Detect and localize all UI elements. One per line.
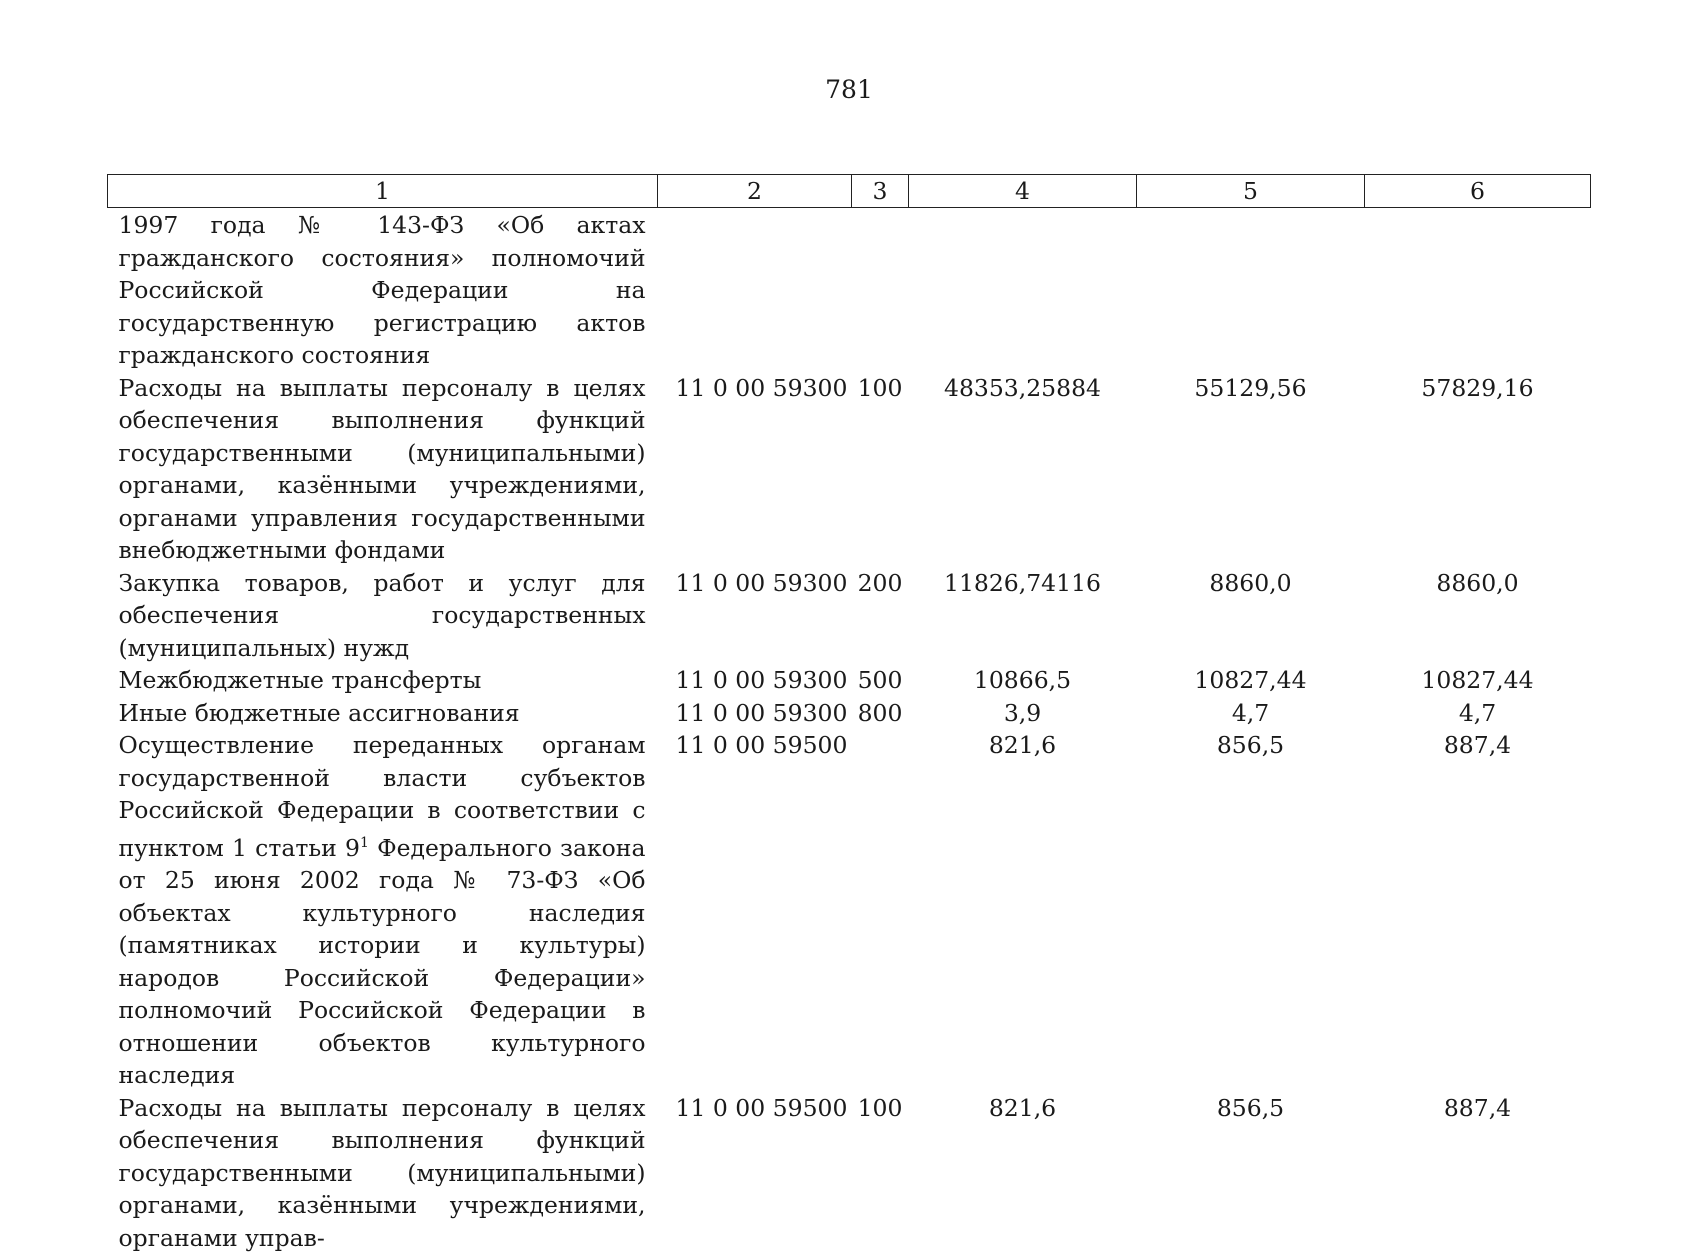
row-value-col6: 8860,0 bbox=[1365, 567, 1591, 665]
row-name: Межбюджетные трансферты bbox=[108, 664, 658, 697]
header-col-4: 4 bbox=[909, 175, 1137, 208]
row-value-col5: 55129,56 bbox=[1137, 372, 1365, 567]
row-value-col6: 887,4 bbox=[1365, 1092, 1591, 1254]
table-row bbox=[108, 697, 1591, 730]
row-value-col5: 856,5 bbox=[1137, 1092, 1365, 1254]
row-name bbox=[108, 729, 658, 1092]
header-col-6: 6 bbox=[1365, 175, 1591, 208]
table-row bbox=[108, 372, 1591, 567]
page-number: 781 bbox=[0, 74, 1698, 106]
header-col-5: 5 bbox=[1137, 175, 1365, 208]
row-value-col4: 48353,25884 bbox=[909, 372, 1137, 567]
row-vr: 500 bbox=[852, 664, 909, 697]
row-value-col5: 4,7 bbox=[1137, 697, 1365, 730]
header-col-2: 2 bbox=[658, 175, 852, 208]
row-value-col5: 10827,44 bbox=[1137, 664, 1365, 697]
row-csr: 11 0 00 59500 bbox=[658, 1092, 852, 1254]
row-vr bbox=[852, 729, 909, 1092]
row-value-col4: 10866,5 bbox=[909, 664, 1137, 697]
row-csr: 11 0 00 59300 bbox=[658, 567, 852, 665]
header-row bbox=[108, 175, 1591, 208]
row-vr: 800 bbox=[852, 697, 909, 730]
row-name-text-before: Осуществление переданных органам государственной власти субъектов Российской Федерации в соответствии с пунктом 1 статьи 9 bbox=[119, 731, 646, 862]
row-value-col4: 821,6 bbox=[909, 729, 1137, 1092]
row-value-col6: 57829,16 bbox=[1365, 372, 1591, 567]
table-row bbox=[108, 208, 1591, 372]
table-row bbox=[108, 567, 1591, 665]
row-value-col5: 8860,0 bbox=[1137, 567, 1365, 665]
row-value-col4 bbox=[909, 208, 1137, 372]
row-csr: 11 0 00 59500 bbox=[658, 729, 852, 1092]
row-value-col6 bbox=[1365, 208, 1591, 372]
row-name: 1997 года № 143-ФЗ «Об актах гражданского состояния» полномочий Российской Федерации на государственную регистрацию актов гражданского состояния bbox=[108, 208, 658, 372]
row-value-col4: 11826,74116 bbox=[909, 567, 1137, 665]
row-vr: 200 bbox=[852, 567, 909, 665]
header-col-1: 1 bbox=[108, 175, 658, 208]
row-csr bbox=[658, 208, 852, 372]
row-value-col6: 887,4 bbox=[1365, 729, 1591, 1092]
row-name: Иные бюджетные ассигнования bbox=[108, 697, 658, 730]
row-csr: 11 0 00 59300 bbox=[658, 664, 852, 697]
row-name: Расходы на выплаты персоналу в целях обеспечения выполнения функций государственными (муниципальными) органами, казёнными учреждениями, органами управ- bbox=[108, 1092, 658, 1254]
row-value-col4: 821,6 bbox=[909, 1092, 1137, 1254]
row-value-col6: 4,7 bbox=[1365, 697, 1591, 730]
table-row bbox=[108, 1092, 1591, 1254]
row-value-col5 bbox=[1137, 208, 1365, 372]
table-header bbox=[108, 175, 1591, 208]
row-value-col6: 10827,44 bbox=[1365, 664, 1591, 697]
row-vr bbox=[852, 208, 909, 372]
row-name-superscript: 1 bbox=[360, 835, 369, 851]
row-name: Расходы на выплаты персоналу в целях обеспечения выполнения функций государственными (муниципальными) органами, казёнными учреждениями, органами управления государственными внебюджетными фондами bbox=[108, 372, 658, 567]
row-value-col4: 3,9 bbox=[909, 697, 1137, 730]
row-vr: 100 bbox=[852, 372, 909, 567]
table-row bbox=[108, 664, 1591, 697]
row-name: Закупка товаров, работ и услуг для обеспечения государственных (муниципальных) нужд bbox=[108, 567, 658, 665]
table-body bbox=[108, 208, 1591, 1254]
row-csr: 11 0 00 59300 bbox=[658, 372, 852, 567]
budget-table bbox=[107, 174, 1591, 1254]
header-col-3: 3 bbox=[852, 175, 909, 208]
row-vr: 100 bbox=[852, 1092, 909, 1254]
row-csr: 11 0 00 59300 bbox=[658, 697, 852, 730]
table-row bbox=[108, 729, 1591, 1092]
row-name-text-after: Федерального закона от 25 июня 2002 года № 73-ФЗ «Об объектах культурного наследия (памятниках истории и культуры) народов Российской Федерации» полномочий Российской Федерации в отношении объектов культурного наследия bbox=[119, 834, 646, 1090]
row-value-col5: 856,5 bbox=[1137, 729, 1365, 1092]
